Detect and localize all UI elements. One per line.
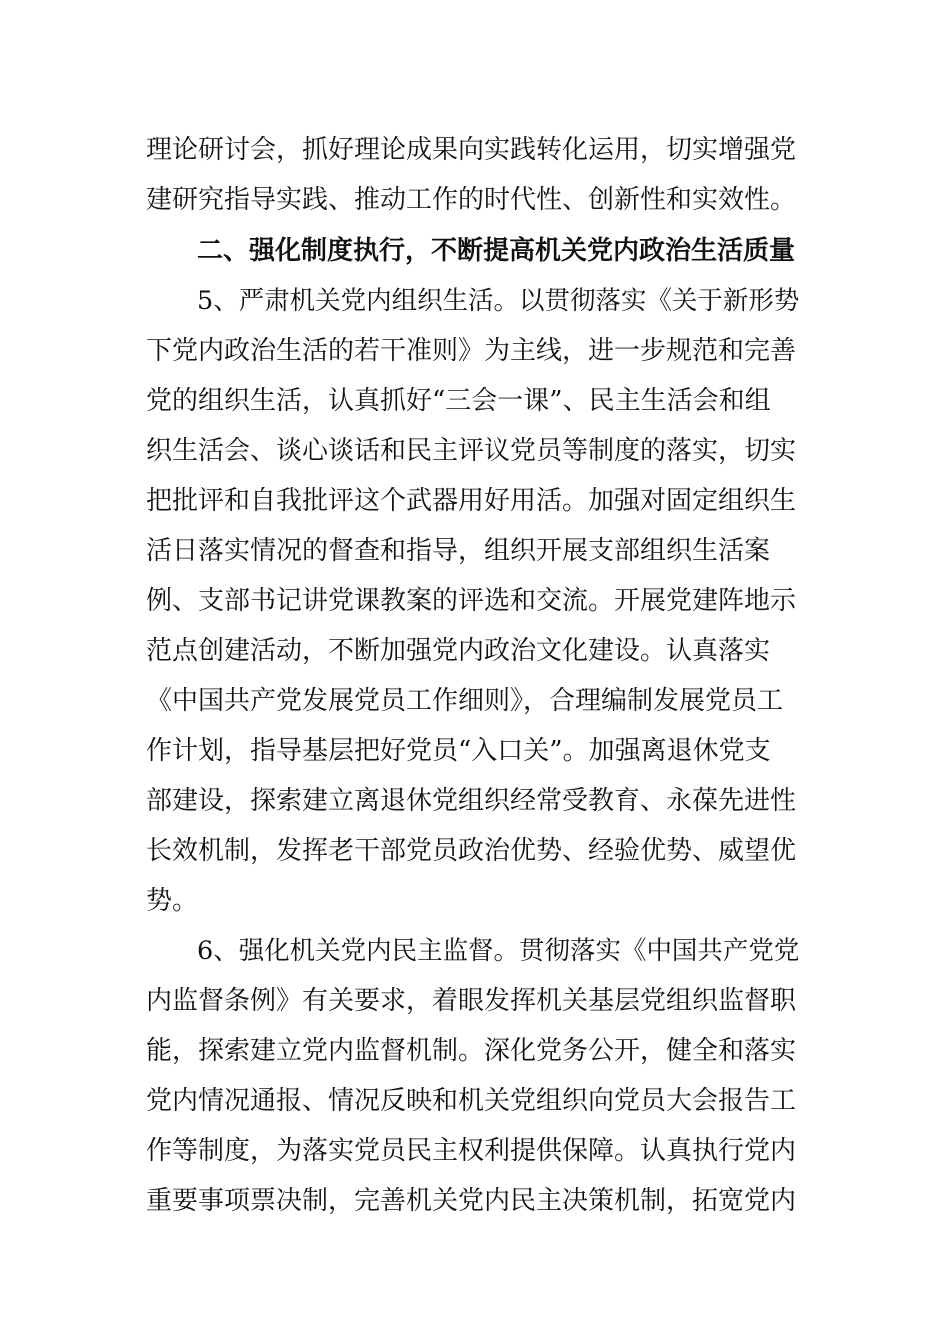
text-line: 5、严肃机关党内组织生活。以贯彻落实《关于新形势	[197, 286, 800, 316]
text-line: 《中国共产党发展党员工作细则》，合理编制发展党员工	[146, 686, 784, 716]
text-line: 6、强化机关党内民主监督。贯彻落实《中国共产党党	[197, 936, 800, 966]
text-line: 范点创建活动，不断加强党内政治文化建设。认真落实	[146, 636, 771, 666]
text-line: 部建设，探索建立离退休党组织经常受教育、永葆先进性	[146, 786, 797, 816]
text-line: 势。	[146, 886, 199, 916]
text-line: 长效机制，发挥老干部党员政治优势、经验优势、威望优	[146, 836, 797, 866]
text-line: 党的组织生活，认真抓好“三会一课”、民主生活会和组	[146, 386, 771, 416]
text-line: 能，探索建立党内监督机制。深化党务公开，健全和落实	[146, 1036, 797, 1066]
text-line: 内监督条例》有关要求，着眼发挥机关基层党组织监督职	[146, 986, 797, 1016]
text-line: 理论研讨会，抓好理论成果向实践转化运用，切实增强党	[146, 135, 797, 165]
text-line: 把批评和自我批评这个武器用好用活。加强对固定组织生	[146, 486, 797, 516]
text-line: 例、支部书记讲党课教案的评选和交流。开展党建阵地示	[146, 586, 797, 616]
section-heading: 二、强化制度执行，不断提高机关党内政治生活质量	[197, 236, 796, 266]
text-line: 重要事项票决制，完善机关党内民主决策机制，拓宽党内	[146, 1186, 797, 1216]
text-line: 织生活会、谈心谈话和民主评议党员等制度的落实，切实	[146, 436, 797, 466]
text-line: 建研究指导实践、推动工作的时代性、创新性和实效性。	[146, 185, 797, 215]
text-line: 党内情况通报、情况反映和机关党组织向党员大会报告工	[146, 1086, 797, 1116]
text-line: 作等制度，为落实党员民主权利提供保障。认真执行党内	[146, 1136, 797, 1166]
text-line: 活日落实情况的督查和指导，组织开展支部组织生活案	[146, 536, 771, 566]
text-line: 下党内政治生活的若干准则》为主线，进一步规范和完善	[146, 336, 797, 366]
text-line: 作计划，指导基层把好党员“入口关”。加强离退休党支	[146, 736, 771, 766]
